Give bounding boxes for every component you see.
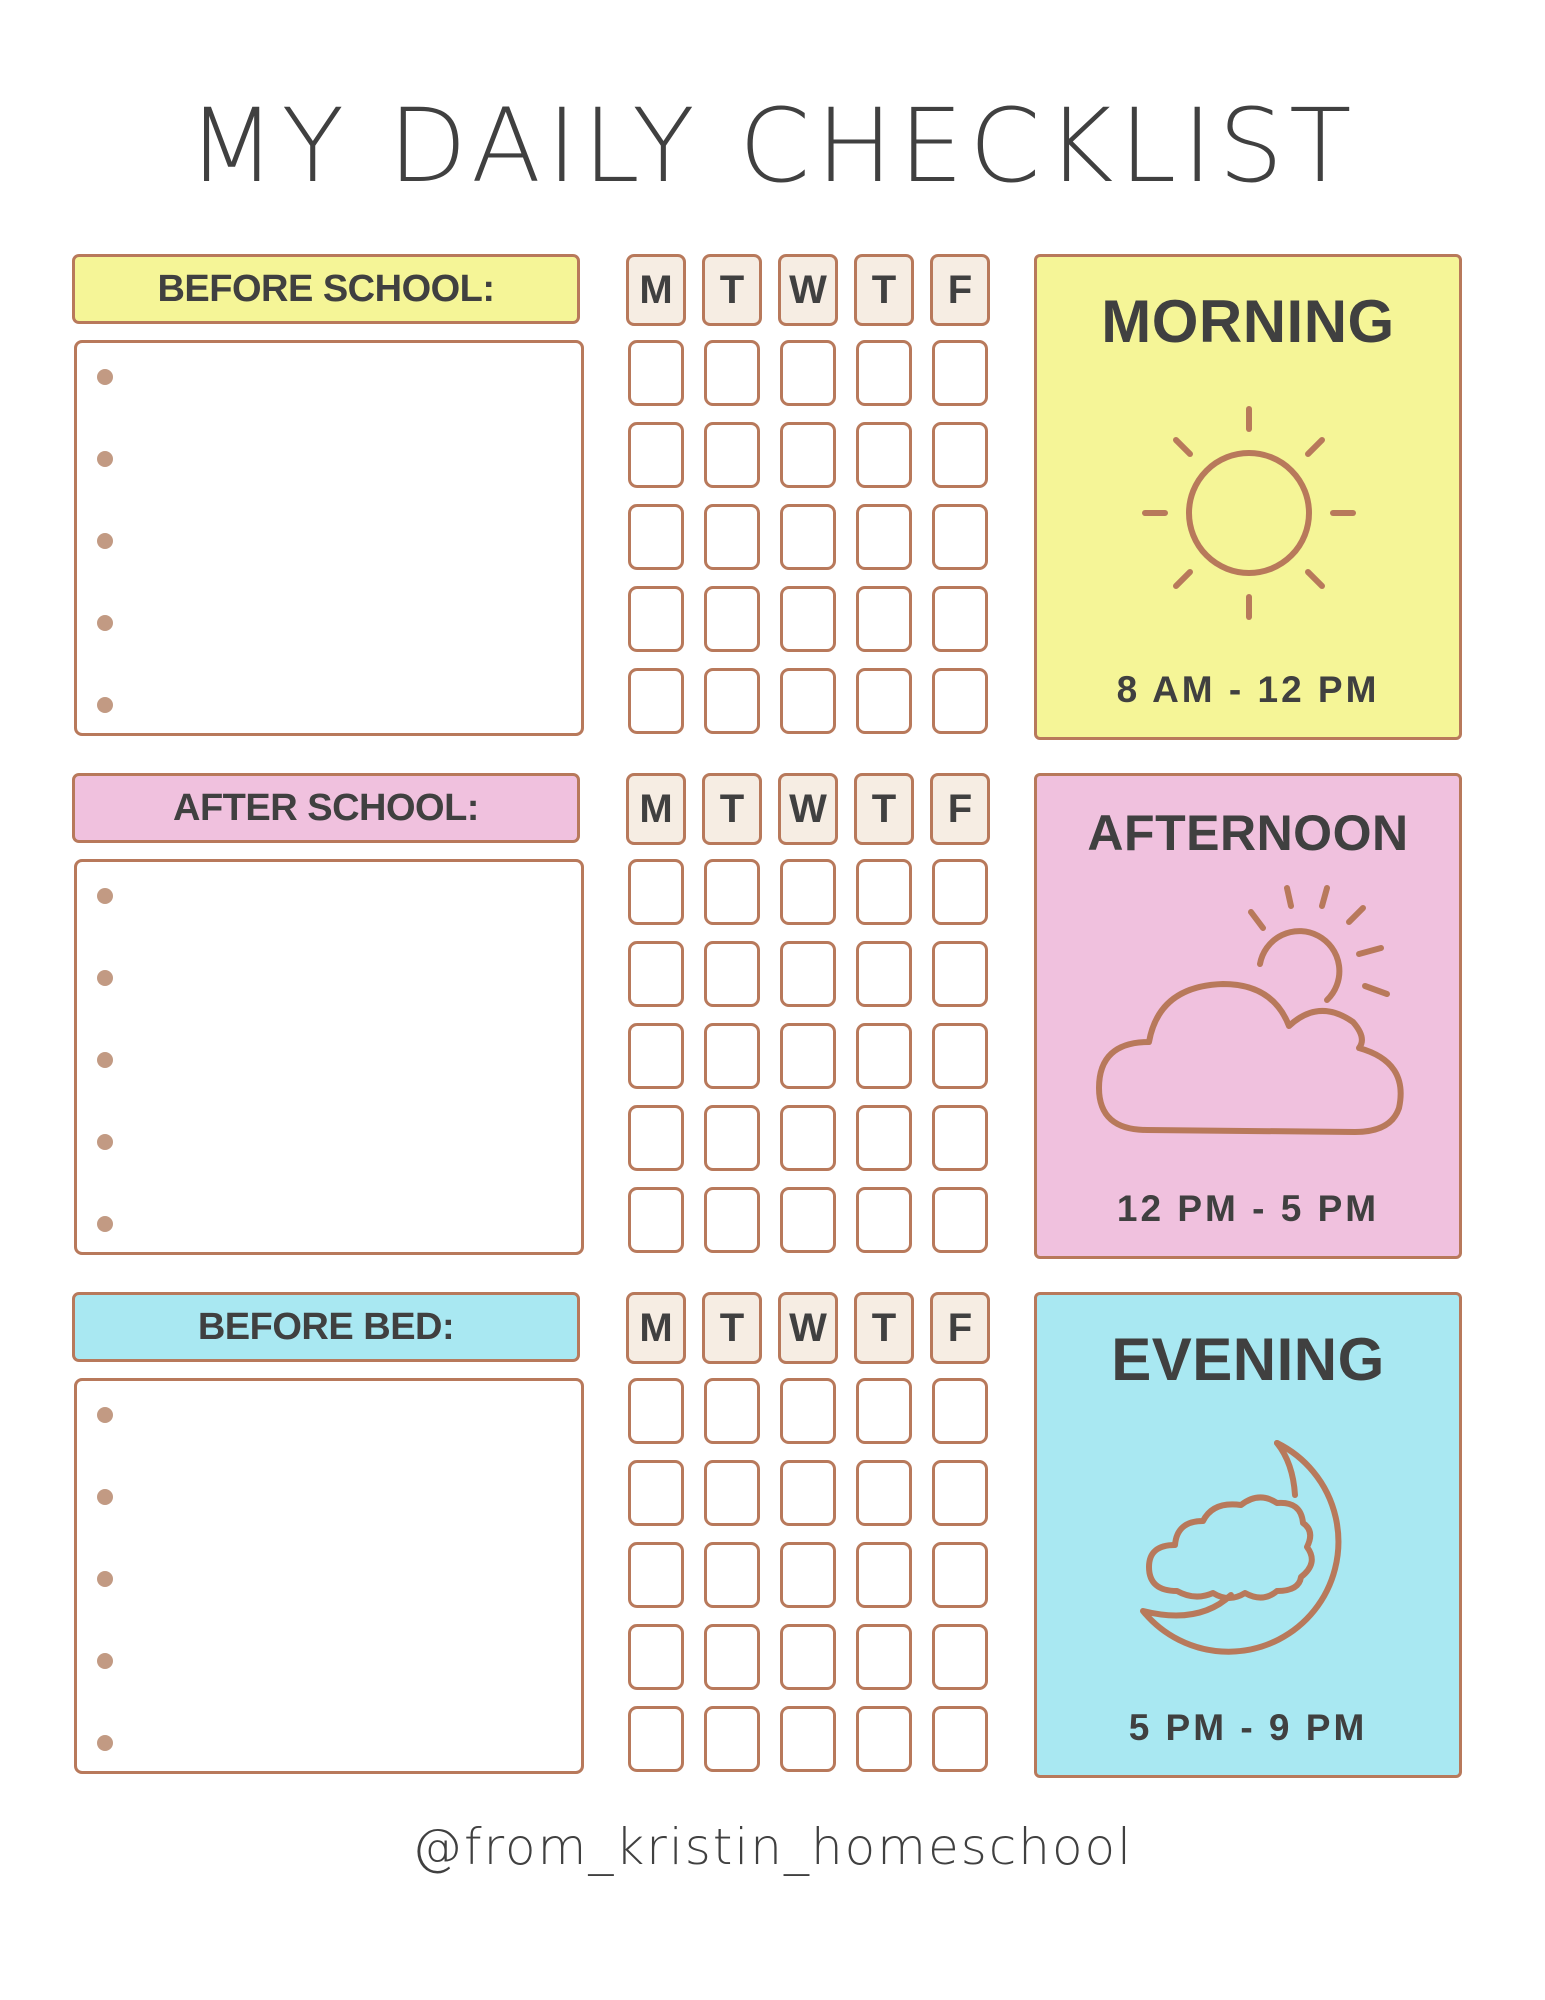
day-checkbox[interactable] <box>932 1706 988 1772</box>
day-checkbox[interactable] <box>780 1542 836 1608</box>
day-checkbox[interactable] <box>704 586 760 652</box>
day-checkbox[interactable] <box>780 340 836 406</box>
day-checkbox[interactable] <box>780 941 836 1007</box>
section-before-bed <box>72 1292 1472 1782</box>
day-checkbox[interactable] <box>628 1542 684 1608</box>
bullet <box>97 1134 113 1150</box>
day-header-thu: T <box>854 773 914 845</box>
day-checkbox[interactable] <box>780 668 836 734</box>
day-checkbox[interactable] <box>704 1023 760 1089</box>
day-checkbox[interactable] <box>932 1187 988 1253</box>
day-checkbox[interactable] <box>932 340 988 406</box>
day-header-wed: W <box>778 254 838 326</box>
day-checkbox[interactable] <box>780 1187 836 1253</box>
day-checkbox[interactable] <box>856 422 912 488</box>
day-header-thu: T <box>854 254 914 326</box>
day-header-fri: F <box>930 1292 990 1364</box>
notes-box[interactable] <box>74 1378 584 1774</box>
panel-time: 5 PM - 9 PM <box>1128 1707 1368 1748</box>
day-checkbox[interactable] <box>628 859 684 925</box>
day-checkbox[interactable] <box>704 941 760 1007</box>
day-checkbox[interactable] <box>704 422 760 488</box>
bullet <box>97 1489 113 1505</box>
day-checkbox[interactable] <box>932 1460 988 1526</box>
day-checkbox[interactable] <box>856 1706 912 1772</box>
day-checkbox[interactable] <box>856 859 912 925</box>
day-header-tue: T <box>702 1292 762 1364</box>
day-checkbox[interactable] <box>628 1706 684 1772</box>
day-checkbox[interactable] <box>704 340 760 406</box>
day-checkbox[interactable] <box>856 1624 912 1690</box>
day-checkbox[interactable] <box>628 1023 684 1089</box>
day-checkbox[interactable] <box>932 1378 988 1444</box>
day-checkbox[interactable] <box>780 1460 836 1526</box>
bullet <box>97 1216 113 1232</box>
day-checkbox[interactable] <box>932 586 988 652</box>
page-title: MY DAILY CHECKLIST <box>187 87 1358 206</box>
day-checkbox[interactable] <box>704 1542 760 1608</box>
day-checkbox[interactable] <box>704 1460 760 1526</box>
day-checkbox[interactable] <box>704 859 760 925</box>
panel-title: EVENING <box>1111 1326 1385 1393</box>
day-header-fri: F <box>930 254 990 326</box>
day-checkbox[interactable] <box>932 422 988 488</box>
day-checkbox[interactable] <box>628 1460 684 1526</box>
morning-panel <box>1034 254 1462 740</box>
evening-panel <box>1034 1292 1462 1778</box>
day-checkbox[interactable] <box>704 1105 760 1171</box>
bullet <box>97 1052 113 1068</box>
day-checkbox[interactable] <box>628 586 684 652</box>
day-checkbox[interactable] <box>780 1624 836 1690</box>
day-header-mon: M <box>626 254 686 326</box>
day-checkbox[interactable] <box>628 340 684 406</box>
day-checkbox[interactable] <box>780 422 836 488</box>
day-checkbox[interactable] <box>856 668 912 734</box>
day-checkbox[interactable] <box>932 1023 988 1089</box>
day-checkbox[interactable] <box>856 941 912 1007</box>
section-after-school <box>72 773 1472 1263</box>
day-checkbox[interactable] <box>704 1624 760 1690</box>
day-checkbox[interactable] <box>780 1023 836 1089</box>
day-checkbox[interactable] <box>856 504 912 570</box>
day-header-mon: M <box>626 773 686 845</box>
day-checkbox-grid <box>626 254 996 738</box>
day-header-tue: T <box>702 773 762 845</box>
section-before-school <box>72 254 1472 744</box>
day-header-wed: W <box>778 773 838 845</box>
day-header-wed: W <box>778 1292 838 1364</box>
section-label: BEFORE BED: <box>72 1292 580 1362</box>
day-checkbox[interactable] <box>628 668 684 734</box>
day-header-thu: T <box>854 1292 914 1364</box>
day-checkbox[interactable] <box>932 1624 988 1690</box>
bullet <box>97 451 113 467</box>
day-checkbox[interactable] <box>704 668 760 734</box>
day-checkbox[interactable] <box>932 1542 988 1608</box>
day-checkbox[interactable] <box>932 504 988 570</box>
panel-time: 12 PM - 5 PM <box>1116 1188 1380 1229</box>
day-checkbox[interactable] <box>856 1378 912 1444</box>
bullet <box>97 533 113 549</box>
day-checkbox-grid <box>626 1292 996 1776</box>
day-checkbox[interactable] <box>780 859 836 925</box>
bullet <box>97 615 113 631</box>
day-checkbox[interactable] <box>628 422 684 488</box>
day-header-mon: M <box>626 1292 686 1364</box>
bullet <box>97 1735 113 1751</box>
day-checkbox[interactable] <box>704 1378 760 1444</box>
author-handle: @from_kristin_homeschool <box>411 1818 1134 1876</box>
notes-box[interactable] <box>74 340 584 736</box>
day-checkbox[interactable] <box>704 1187 760 1253</box>
day-checkbox[interactable] <box>932 1105 988 1171</box>
day-checkbox[interactable] <box>780 504 836 570</box>
day-checkbox[interactable] <box>856 1105 912 1171</box>
day-checkbox-grid <box>626 773 996 1257</box>
section-label: BEFORE SCHOOL: <box>72 254 580 324</box>
day-checkbox[interactable] <box>780 1105 836 1171</box>
day-header-tue: T <box>702 254 762 326</box>
bullet <box>97 369 113 385</box>
notes-box[interactable] <box>74 859 584 1255</box>
bullet <box>97 888 113 904</box>
day-checkbox[interactable] <box>628 941 684 1007</box>
bullet <box>97 970 113 986</box>
day-checkbox[interactable] <box>704 504 760 570</box>
section-label: AFTER SCHOOL: <box>72 773 580 843</box>
panel-title: AFTERNOON <box>1087 805 1409 861</box>
day-checkbox[interactable] <box>780 1378 836 1444</box>
day-checkbox[interactable] <box>628 504 684 570</box>
day-header-fri: F <box>930 773 990 845</box>
day-checkbox[interactable] <box>932 668 988 734</box>
day-checkbox[interactable] <box>932 941 988 1007</box>
day-checkbox[interactable] <box>932 859 988 925</box>
day-checkbox[interactable] <box>856 586 912 652</box>
afternoon-panel <box>1034 773 1462 1259</box>
day-checkbox[interactable] <box>856 1542 912 1608</box>
day-checkbox[interactable] <box>856 1023 912 1089</box>
day-checkbox[interactable] <box>856 1460 912 1526</box>
day-checkbox[interactable] <box>856 340 912 406</box>
day-checkbox[interactable] <box>628 1105 684 1171</box>
day-checkbox[interactable] <box>628 1624 684 1690</box>
panel-title: MORNING <box>1101 288 1395 355</box>
bullet <box>97 1407 113 1423</box>
day-checkbox[interactable] <box>780 586 836 652</box>
panel-time: 8 AM - 12 PM <box>1116 669 1380 710</box>
bullet <box>97 697 113 713</box>
day-checkbox[interactable] <box>780 1706 836 1772</box>
day-checkbox[interactable] <box>628 1378 684 1444</box>
day-checkbox[interactable] <box>856 1187 912 1253</box>
bullet <box>97 1653 113 1669</box>
day-checkbox[interactable] <box>628 1187 684 1253</box>
bullet <box>97 1571 113 1587</box>
day-checkbox[interactable] <box>704 1706 760 1772</box>
